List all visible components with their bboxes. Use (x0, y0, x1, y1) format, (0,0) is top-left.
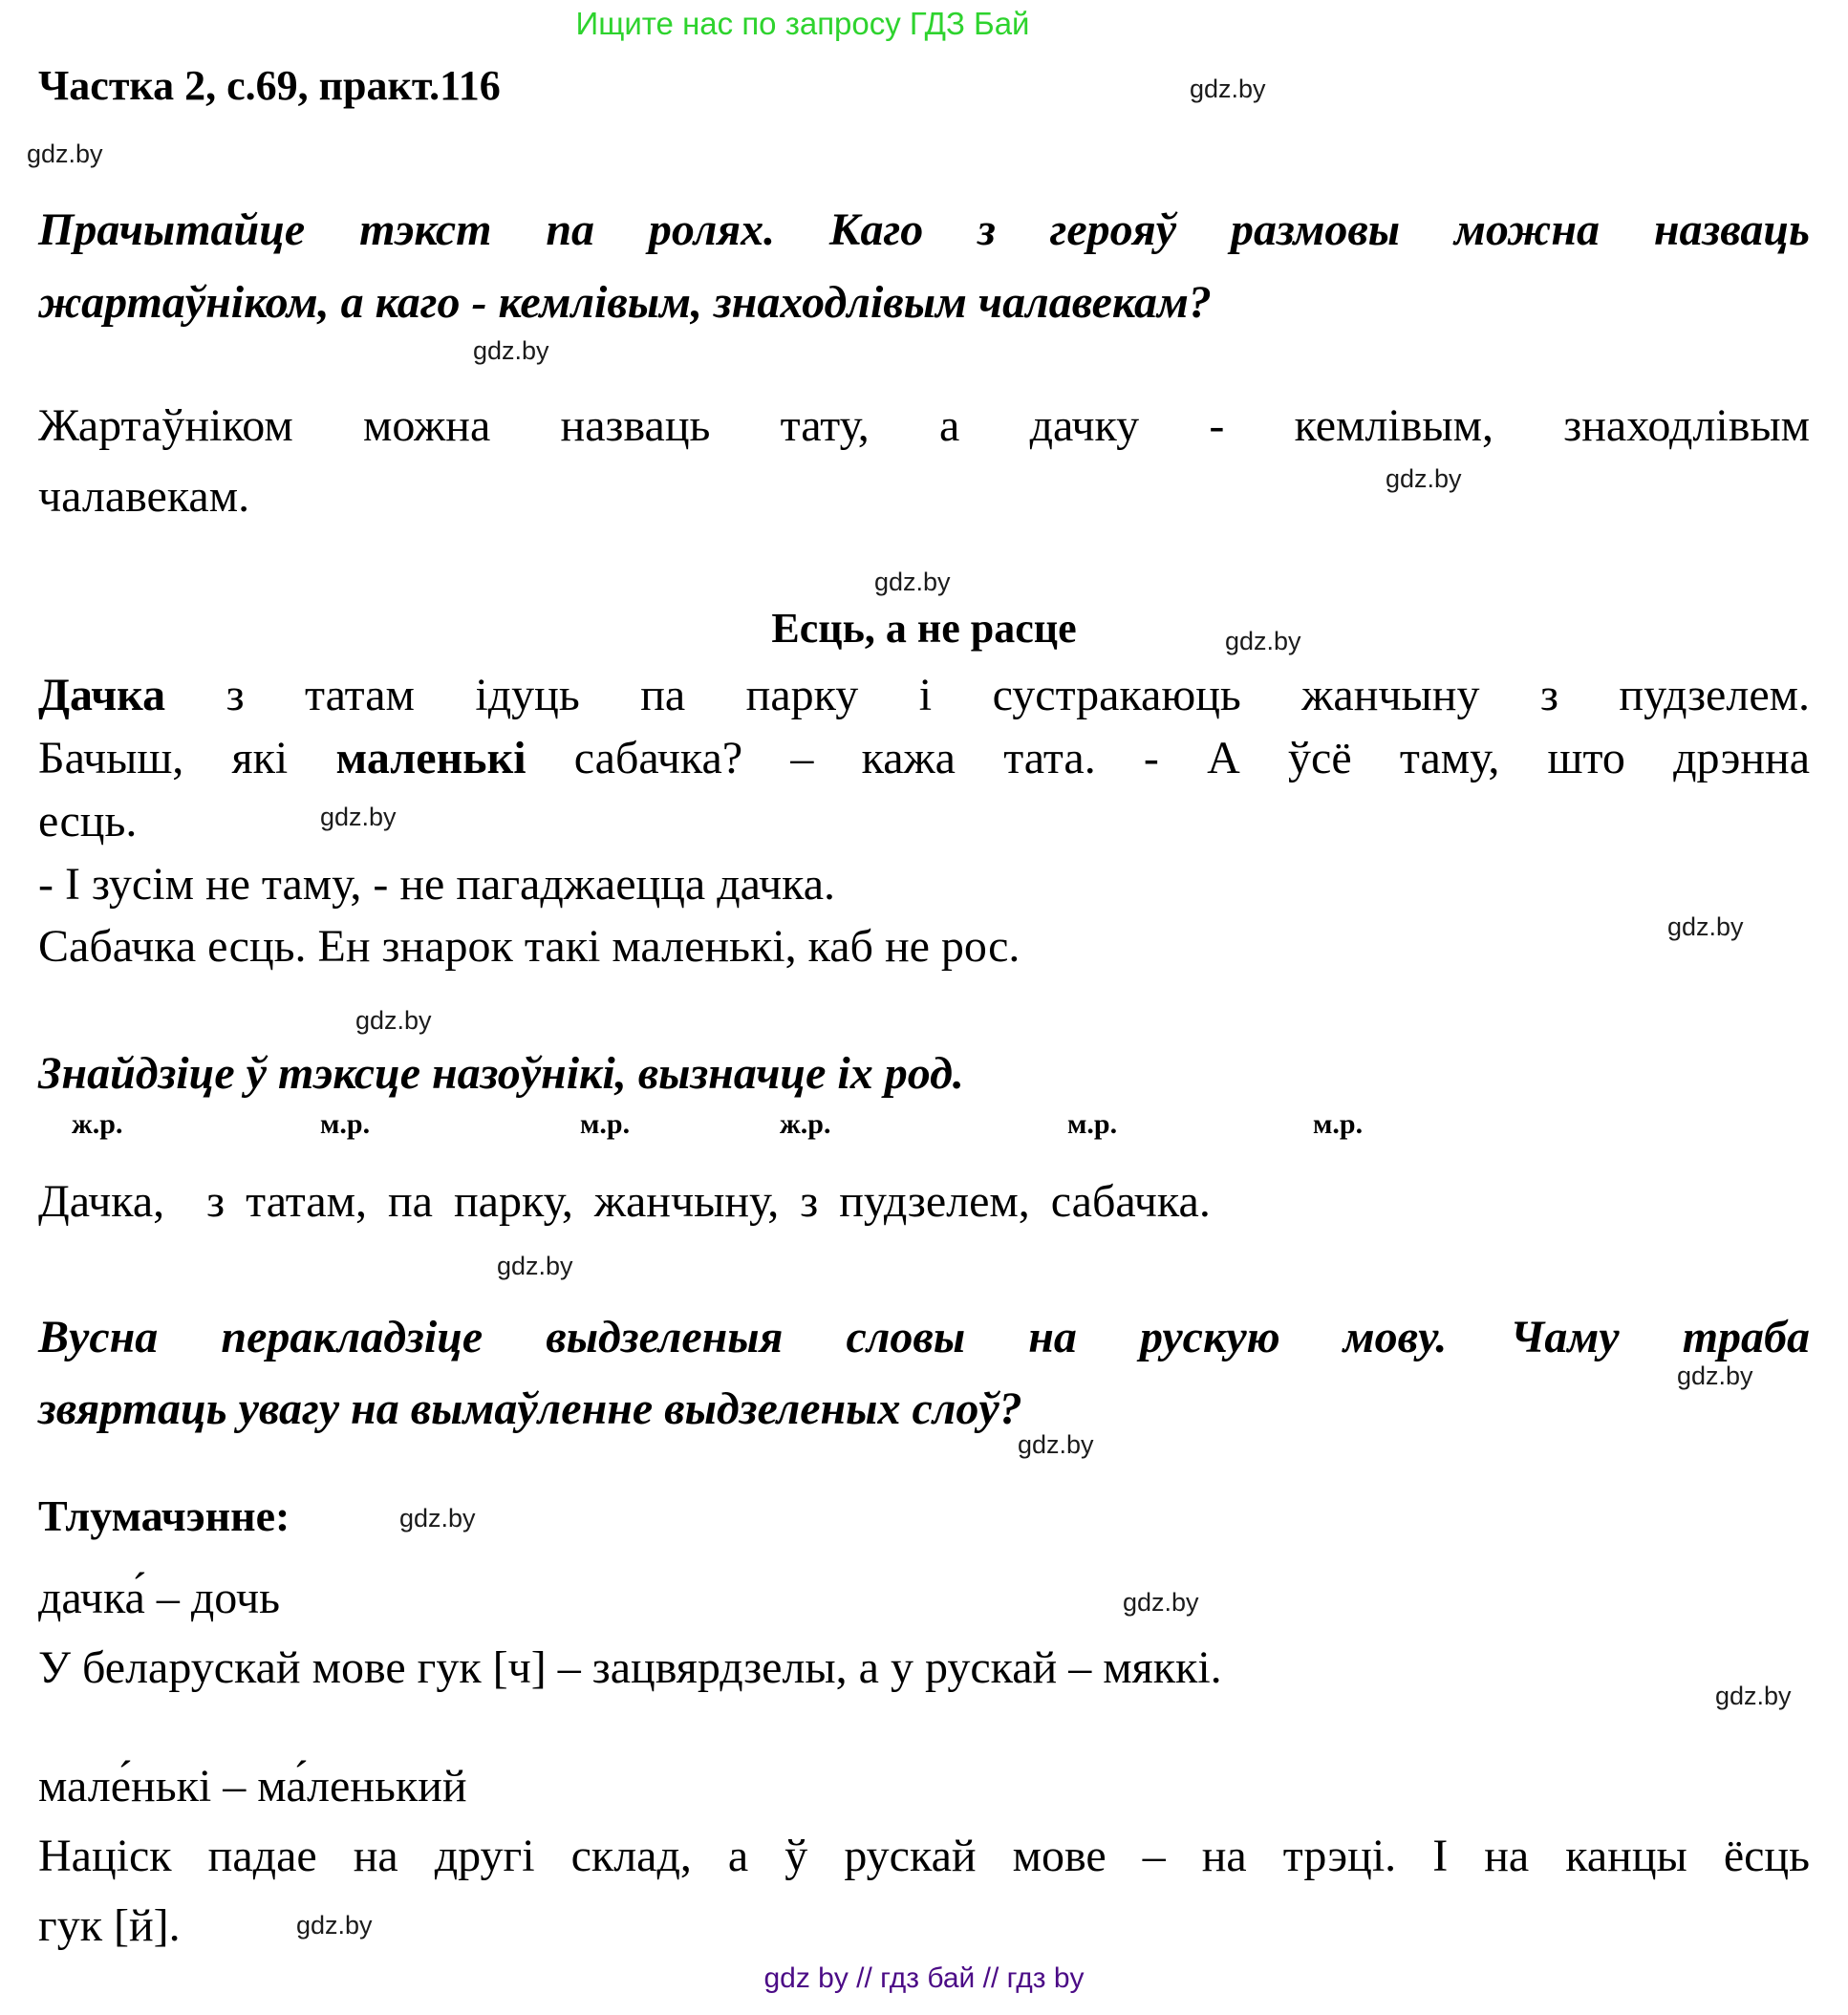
gdz-watermark: gdz.by (874, 568, 951, 596)
story-line-3: есць. (38, 796, 138, 847)
gdz-watermark: gdz.by (1715, 1682, 1792, 1710)
gdz-watermark: gdz.by (1190, 75, 1266, 103)
gdz-watermark: gdz.by (473, 336, 549, 365)
text-segment: Бачыш, які (38, 733, 336, 783)
gdz-watermark: gdz.by (1018, 1430, 1094, 1459)
answer-2-line: Дачка, з татам, па парку, жанчыну, з пудзелем, сабачка. (38, 1176, 1211, 1227)
gender-label: м.р. (320, 1108, 371, 1140)
story-line-1 (38, 669, 1810, 721)
story-title: Есць, а не расце (771, 605, 1077, 652)
task-1-line-2: жартаўніком, а каго - кемлівым, знаходлівым чалавекам? (38, 277, 1212, 328)
gender-label: м.р. (1067, 1108, 1118, 1140)
explanation-heading: Тлумачэнне: (38, 1491, 290, 1540)
gdz-watermark: gdz.by (27, 139, 103, 168)
top-banner: Ищите нас по запросу ГДЗ Бай (575, 6, 1030, 41)
task-1-line-1: Прачытайце тэкст па ролях. Каго з герояў размовы можна назваць (38, 204, 1810, 255)
gdz-watermark: gdz.by (1667, 912, 1744, 941)
text-segment: сабачка? – кажа тата. - А ўсё таму, што дрэнна (526, 733, 1810, 783)
stress-note-line-1: Націск падае на другі склад, а ў рускай мове – на трэці. І на канцы ёсць (38, 1831, 1810, 1881)
task-2: Знайдзіце ў тэксце назоўнікі, вызначце іх род. (38, 1048, 964, 1099)
page-heading: Частка 2, с.69, практ.116 (38, 62, 501, 109)
gender-labels-row (0, 1108, 1848, 1148)
gdz-watermark: gdz.by (355, 1006, 432, 1035)
page-footer: gdz by // гдз бай // гдз by (763, 1962, 1085, 1994)
highlighted-word: маленькі (335, 733, 526, 783)
gdz-watermark: gdz.by (1386, 464, 1462, 493)
gdz-watermark: gdz.by (1677, 1361, 1753, 1390)
answer-1-line-1: Жартаўніком можна назваць тату, а дачку - кемлівым, знаходлівым (38, 400, 1810, 451)
task-3-line-2: звяртаць увагу на вымаўленне выдзеленых слоў? (38, 1383, 1022, 1434)
stress-note-line-2: гук [й]. (38, 1900, 181, 1951)
gender-label: м.р. (580, 1108, 631, 1140)
gdz-watermark: gdz.by (296, 1911, 373, 1940)
gdz-watermark: gdz.by (399, 1504, 476, 1533)
text-segment: з татам ідуць па парку і сустракаюць жанчыну з пудзелем. (165, 670, 1810, 720)
highlighted-word: Дачка (38, 670, 166, 720)
gender-label: ж.р. (780, 1108, 831, 1140)
gender-label: ж.р. (72, 1108, 123, 1140)
story-line-4: - І зусім не таму, - не пагаджаецца дачка. (38, 859, 836, 910)
gdz-watermark: gdz.by (1225, 627, 1301, 655)
gender-label: м.р. (1313, 1108, 1364, 1140)
gdz-watermark: gdz.by (497, 1252, 573, 1280)
gdz-watermark: gdz.by (320, 803, 397, 831)
story-line-2 (38, 732, 1810, 784)
pronunciation-note-1: У беларускай мове гук [ч] – зацвярдзелы, а у рускай – мяккі. (38, 1642, 1222, 1693)
story-line-5: Сабачка есць. Ен знарок такі маленькі, каб не рос. (38, 921, 1021, 972)
task-3-line-1: Вусна перакладзіце выдзеленыя словы на рускую мову. Чаму траба (38, 1312, 1810, 1362)
answer-1-line-2: чалавекам. (38, 471, 250, 522)
word-pair-2: мале́нькі – ма́ленький (38, 1761, 467, 1811)
gdz-watermark: gdz.by (1123, 1588, 1199, 1617)
word-pair-1: дачка́ – дочь (38, 1573, 281, 1623)
